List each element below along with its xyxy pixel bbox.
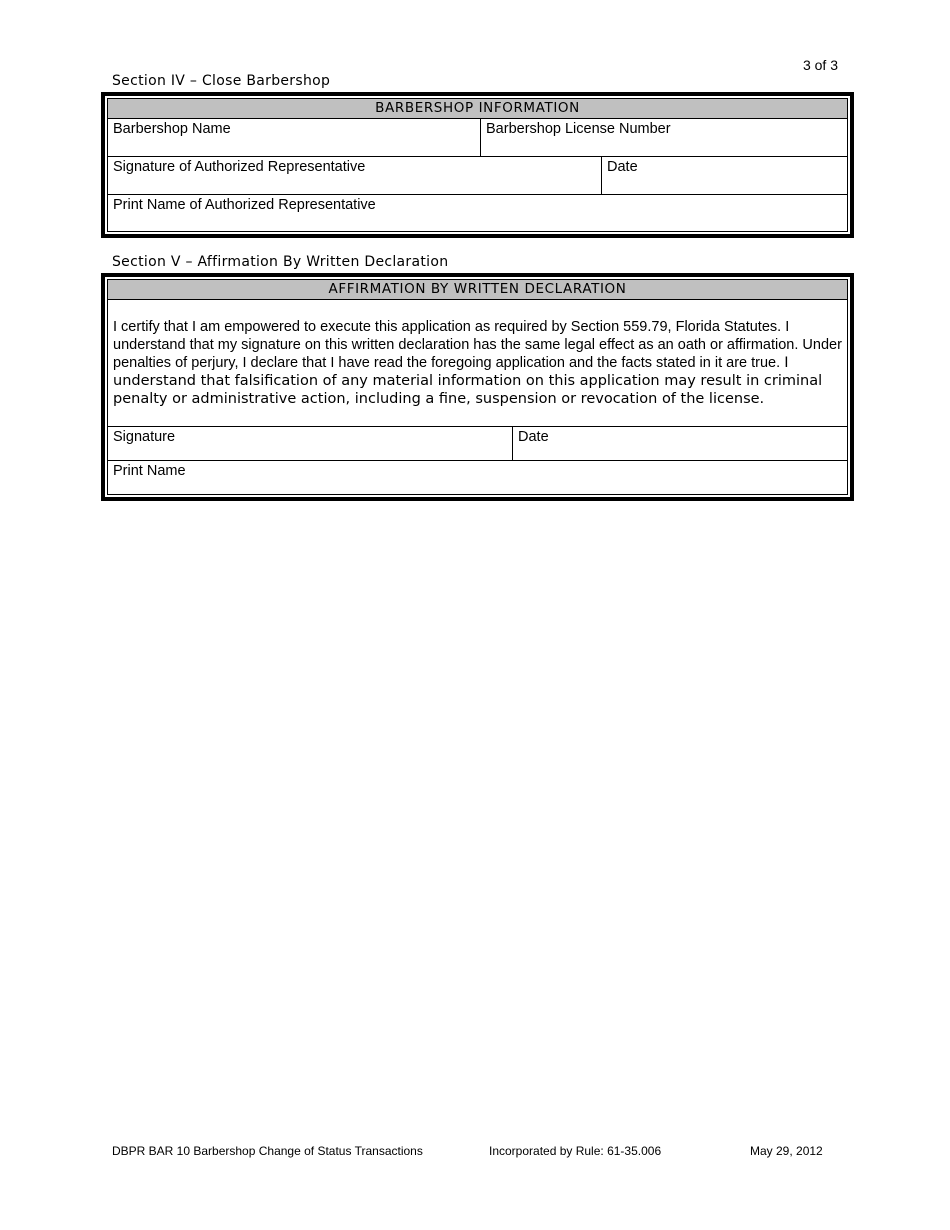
barbershop-name-field[interactable] <box>108 119 480 156</box>
affirmation-statement <box>108 300 847 427</box>
affirmation-text-part2: I understand that falsification of any material information on this application may result in criminal penalty or administrative action, including a fine, suspension or revocation of the license. <box>113 355 823 407</box>
representative-date-field[interactable] <box>601 157 847 194</box>
footer-form-name: DBPR BAR 10 Barbershop Change of Status Transactions <box>112 1144 423 1158</box>
barbershop-information-box <box>101 92 854 238</box>
barbershop-information-band: BARBERSHOP INFORMATION <box>108 99 847 119</box>
affirmation-box <box>101 273 854 501</box>
affirmation-signature-field[interactable] <box>108 427 512 460</box>
affirmation-text-part1: I certify that I am empowered to execute this application as required by Section 559.79, Florida Statutes. I understand that my signature on this written declaration has the same legal effect as an oath or affirmation. Under penalties of perjury, I declare that I have read the foregoing application and the facts stated in it are true. <box>113 319 842 371</box>
row-signature-date <box>108 157 847 195</box>
representative-date-label: Date <box>607 159 638 175</box>
affirmation-signature-label: Signature <box>113 429 176 445</box>
affirmation-band: AFFIRMATION BY WRITTEN DECLARATION <box>108 280 847 300</box>
barbershop-license-number-field[interactable] <box>480 119 847 156</box>
barbershop-license-number-label: Barbershop License Number <box>486 121 671 137</box>
representative-signature-field[interactable] <box>108 157 601 194</box>
representative-print-name-field[interactable] <box>108 195 847 231</box>
barbershop-name-label: Barbershop Name <box>113 121 231 137</box>
affirmation-date-label: Date <box>518 429 549 445</box>
section-v-heading: Section V – Affirmation By Written Declaration <box>112 254 449 270</box>
row-name-license <box>108 119 847 157</box>
affirmation-print-name-label: Print Name <box>113 463 186 479</box>
representative-print-name-label: Print Name of Authorized Representative <box>113 197 376 213</box>
row-print-name <box>108 195 847 231</box>
affirmation-date-field[interactable] <box>512 427 847 460</box>
representative-signature-label: Signature of Authorized Representative <box>113 159 366 175</box>
page-number: 3 of 3 <box>802 57 838 73</box>
row-affirmation-signature-date <box>108 427 847 461</box>
section-iv-heading: Section IV – Close Barbershop <box>112 73 331 89</box>
row-affirmation-print-name <box>108 461 847 494</box>
footer-rule: Incorporated by Rule: 61-35.006 <box>489 1144 662 1158</box>
affirmation-print-name-field[interactable] <box>108 461 847 494</box>
footer-date: May 29, 2012 <box>750 1144 823 1158</box>
